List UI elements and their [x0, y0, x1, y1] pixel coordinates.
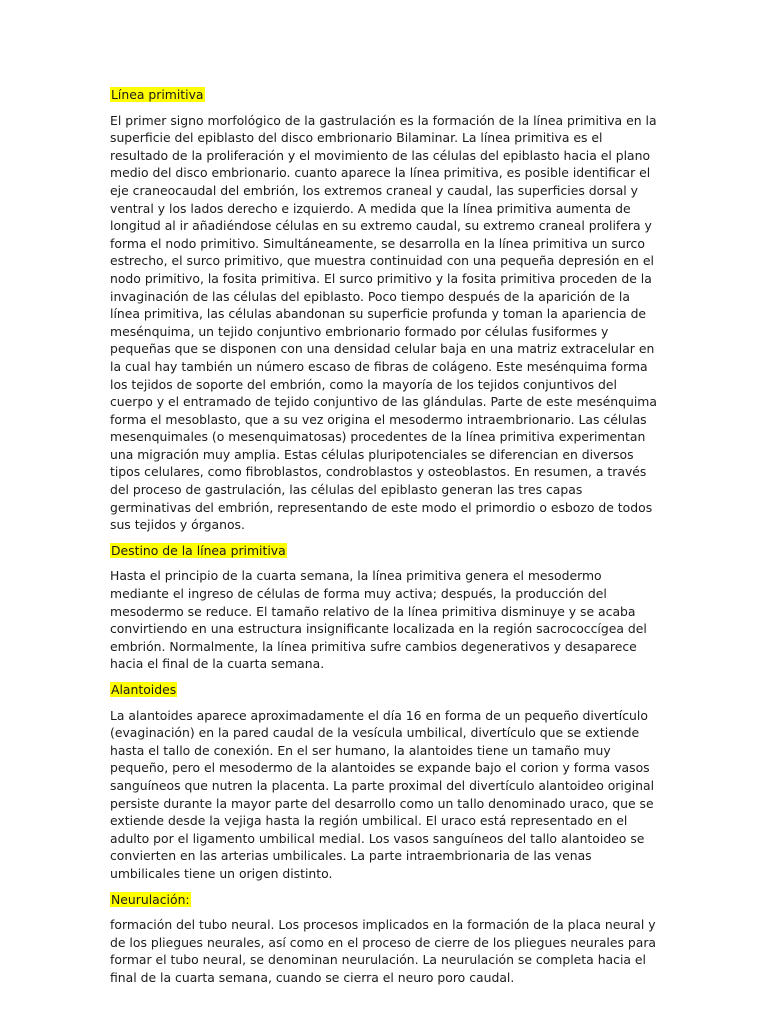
section-heading	[110, 681, 662, 699]
section-heading	[110, 86, 662, 104]
highlighted-heading-text: Neurulación:	[111, 891, 190, 907]
section-heading	[110, 891, 662, 909]
section-paragraph: formación del tubo neural. Los procesos implicados en la formación de la placa neural y de los pliegues neurales, así como en el proceso de cierre de los pliegues neurales para formar el tubo neural, se denominan neurulación. La neurulación se completa hacia el final de la cuarta semana, cuando se cierra el neuro poro caudal.	[110, 917, 657, 985]
section-heading	[110, 542, 662, 560]
document-page	[110, 86, 662, 995]
section-paragraph: Hasta el principio de la cuarta semana, la línea primitiva genera el mesodermo mediante el ingreso de células de forma muy activa; después, la producción del mesodermo se reduce. El tamaño relativo de la línea primitiva disminuye y se acaba convirtiendo en una estructura insignificante localizada en la región sacrococcígea del embrión. Normalmente, la línea primitiva sufre cambios degenerativos y desaparece hacia el final de la cuarta semana.	[110, 568, 647, 672]
section-linea-primitiva	[110, 86, 662, 534]
section-alantoides	[110, 681, 662, 883]
highlighted-heading-text: Alantoides	[111, 682, 177, 697]
highlighted-heading-text: Destino de la línea primitiva	[111, 542, 286, 558]
highlighted-heading-text: Línea primitiva	[111, 87, 204, 102]
section-paragraph: El primer signo morfológico de la gastrulación es la formación de la línea primitiva en la superficie del epiblasto del disco embrionario Bilaminar. La línea primitiva es el resultado de la proliferación y el movimiento de las células del epiblasto hacia el plano medio del disco embrionario. cuanto aparece la línea primitiva, es posible identificar el eje craneocaudal del embrión, los extremos craneal y caudal, las superficies dorsal y ventral y los lados derecho e izquierdo. A medida que la línea primitiva aumenta de longitud al ir añadiéndose células en su extremo caudal, su extremo craneal prolifera y forma el nodo primitivo. Simultáneamente, se desarrolla en la línea primitiva un surco estrecho, el surco primitivo, que muestra continuidad con una pequeña depresión en el nodo primitivo, la fosita primitiva. El surco primitivo y la fosita primitiva proceden de la invaginación de las células del epiblasto. Poco tiempo después de la aparición de la línea primitiva, las células abandonan su superficie profunda y toman la apariencia de mesénquima, un tejido conjuntivo embrionario formado por células fusiformes y pequeñas que se disponen con una densidad celular baja en una matriz extracelular en la cual hay también un número escaso de fibras de colágeno. Este mesénquima forma los tejidos de soporte del embrión, como la mayoría de los tejidos conjuntivos del cuerpo y el entramado de tejido conjuntivo de las glándulas. Parte de este mesénquima forma el mesoblasto, que a su vez origina el mesodermo intraembrionario. Las células mesenquimales (o mesenquimatosas) procedentes de la línea primitiva experimentan una migración muy amplia. Estas células pluripotenciales se diferencian en diversos tipos celulares, como fibroblastos, condroblastos y osteoblastos. En resumen, a través del proceso de gastrulación, las células del epiblasto generan las tres capas germinativas del embrión, representando de este modo el primordio o esbozo de todos sus tejidos y órganos.	[110, 112, 657, 533]
section-destino-linea-primitiva	[110, 542, 662, 673]
section-neurulacion	[110, 891, 662, 987]
section-paragraph: La alantoides aparece aproximadamente el día 16 en forma de un pequeño divertículo (evaginación) en la pared caudal de la vesícula umbilical, divertículo que se extiende hasta el tallo de conexión. En el ser humano, la alantoides tiene un tamaño muy pequeño, pero el mesodermo de la alantoides se expande bajo el corion y forma vasos sanguíneos que nutren la placenta. La parte proximal del divertículo alantoideo original persiste durante la mayor parte del desarrollo como un tallo denominado uraco, que se extiende desde la vejiga hasta la región umbilical. El uraco está representado en el adulto por el ligamento umbilical medial. Los vasos sanguíneos del tallo alantoideo se convierten en las arterias umbilicales. La parte intraembrionaria de las venas umbilicales tiene un origen distinto.	[110, 707, 655, 881]
